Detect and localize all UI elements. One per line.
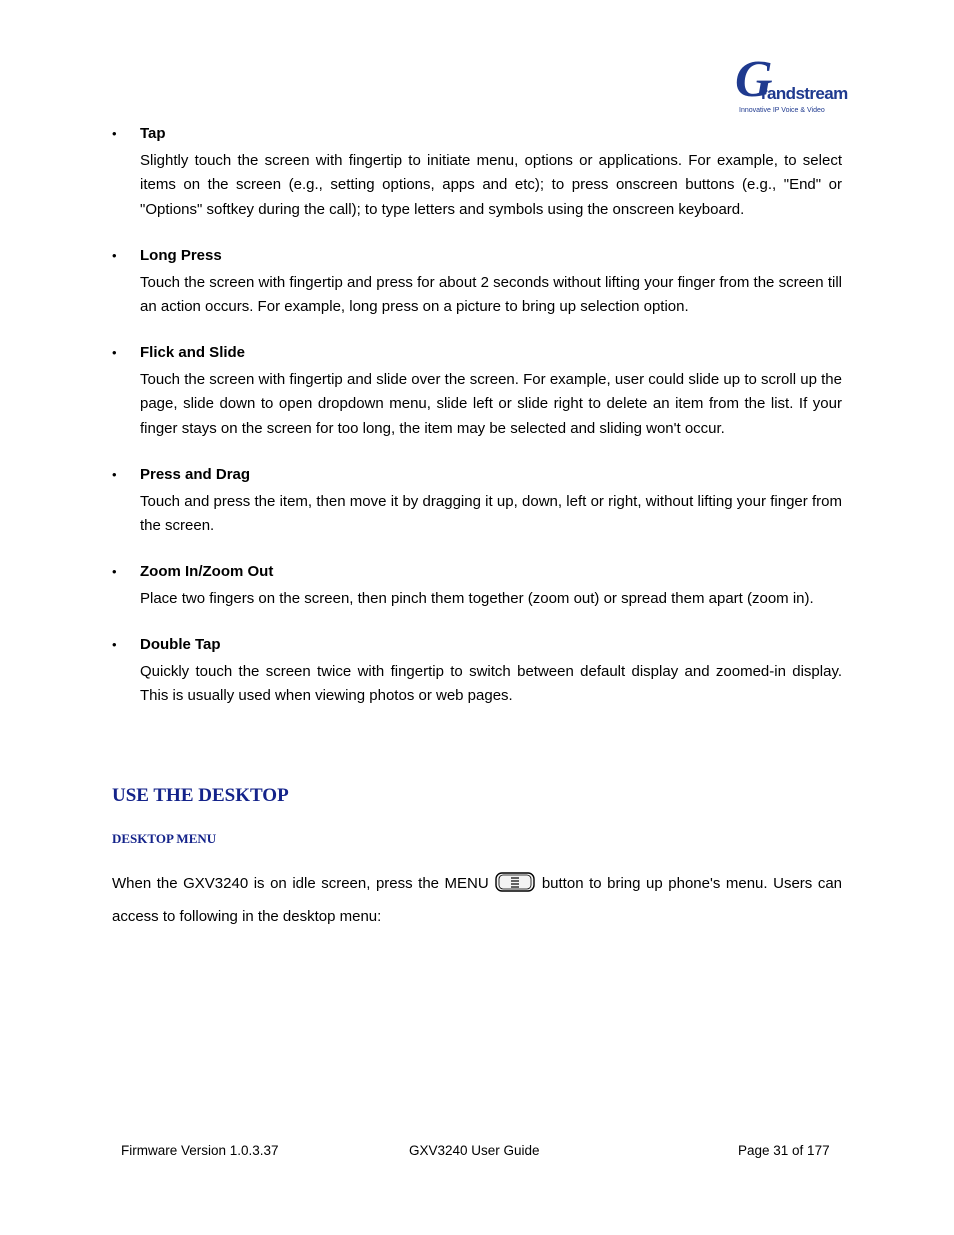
menu-button-icon: [495, 871, 535, 891]
bullet-icon: •: [112, 637, 117, 652]
bullet-icon: •: [112, 467, 117, 482]
item-description: Touch the screen with fingertip and press for about 2 seconds without lifting your finger from the screen till an action occurs. For example, long press on a picture to bring up selection option.: [140, 274, 842, 316]
item-title: Double Tap: [140, 636, 221, 653]
footer-page-number: Page 31 of 177: [738, 1143, 830, 1158]
item-title: Tap: [140, 125, 166, 142]
item-title: Press and Drag: [140, 466, 251, 483]
item-title: Long Press: [140, 247, 222, 264]
footer-guide-title: GXV3240 User Guide: [409, 1143, 540, 1158]
item-title: Flick and Slide: [140, 344, 246, 361]
item-description: Quickly touch the screen twice with fingertip to switch between default display and zoomed-in display. This is usually used when viewing photos or web pages.: [140, 663, 842, 705]
item-description: Touch the screen with fingertip and slide over the screen. For example, user could slide up to scroll up the page, slide down to open dropdown menu, slide left or slide right to delete an item from the list. If your finger stays on the screen for too long, the item may be selected and sliding won't occur.: [140, 371, 842, 437]
footer-firmware: Firmware Version 1.0.3.37: [121, 1143, 279, 1158]
bullet-icon: •: [112, 248, 117, 263]
item-title: Zoom In/Zoom Out: [140, 563, 274, 580]
item-description: Place two fingers on the screen, then pinch them together (zoom out) or spread them apart (zoom in).: [140, 590, 814, 607]
logo-letter: G: [735, 51, 773, 108]
section-subheading: DESKTOP MENU: [112, 831, 217, 846]
bullet-icon: •: [112, 345, 117, 360]
item-description: Touch and press the item, then move it by dragging it up, down, left or right, without lifting your finger from the screen.: [140, 493, 842, 535]
paragraph-text-before: When the GXV3240 is on idle screen, press the MENU: [112, 875, 489, 892]
grandstream-logo: [735, 51, 848, 118]
bullet-icon: •: [112, 126, 117, 141]
item-description: Slightly touch the screen with fingertip to initiate menu, options or applications. For example, to select items on the screen (e.g., setting options, apps and etc); to press onscreen buttons (e.g., "End" or "Options" softkey during the call); to type letters and symbols using the onscreen keyboard.: [140, 152, 842, 218]
section-heading: USE THE DESKTOP: [112, 785, 289, 806]
logo-wordmark: randstream: [761, 84, 848, 103]
paragraph-text-after: button to bring up phone's menu. Users can access to following in the desktop menu:: [112, 875, 843, 925]
logo-tagline: Innovative IP Voice & Video: [739, 107, 825, 114]
bullet-icon: •: [112, 564, 117, 579]
desktop-menu-paragraph: [112, 867, 842, 933]
